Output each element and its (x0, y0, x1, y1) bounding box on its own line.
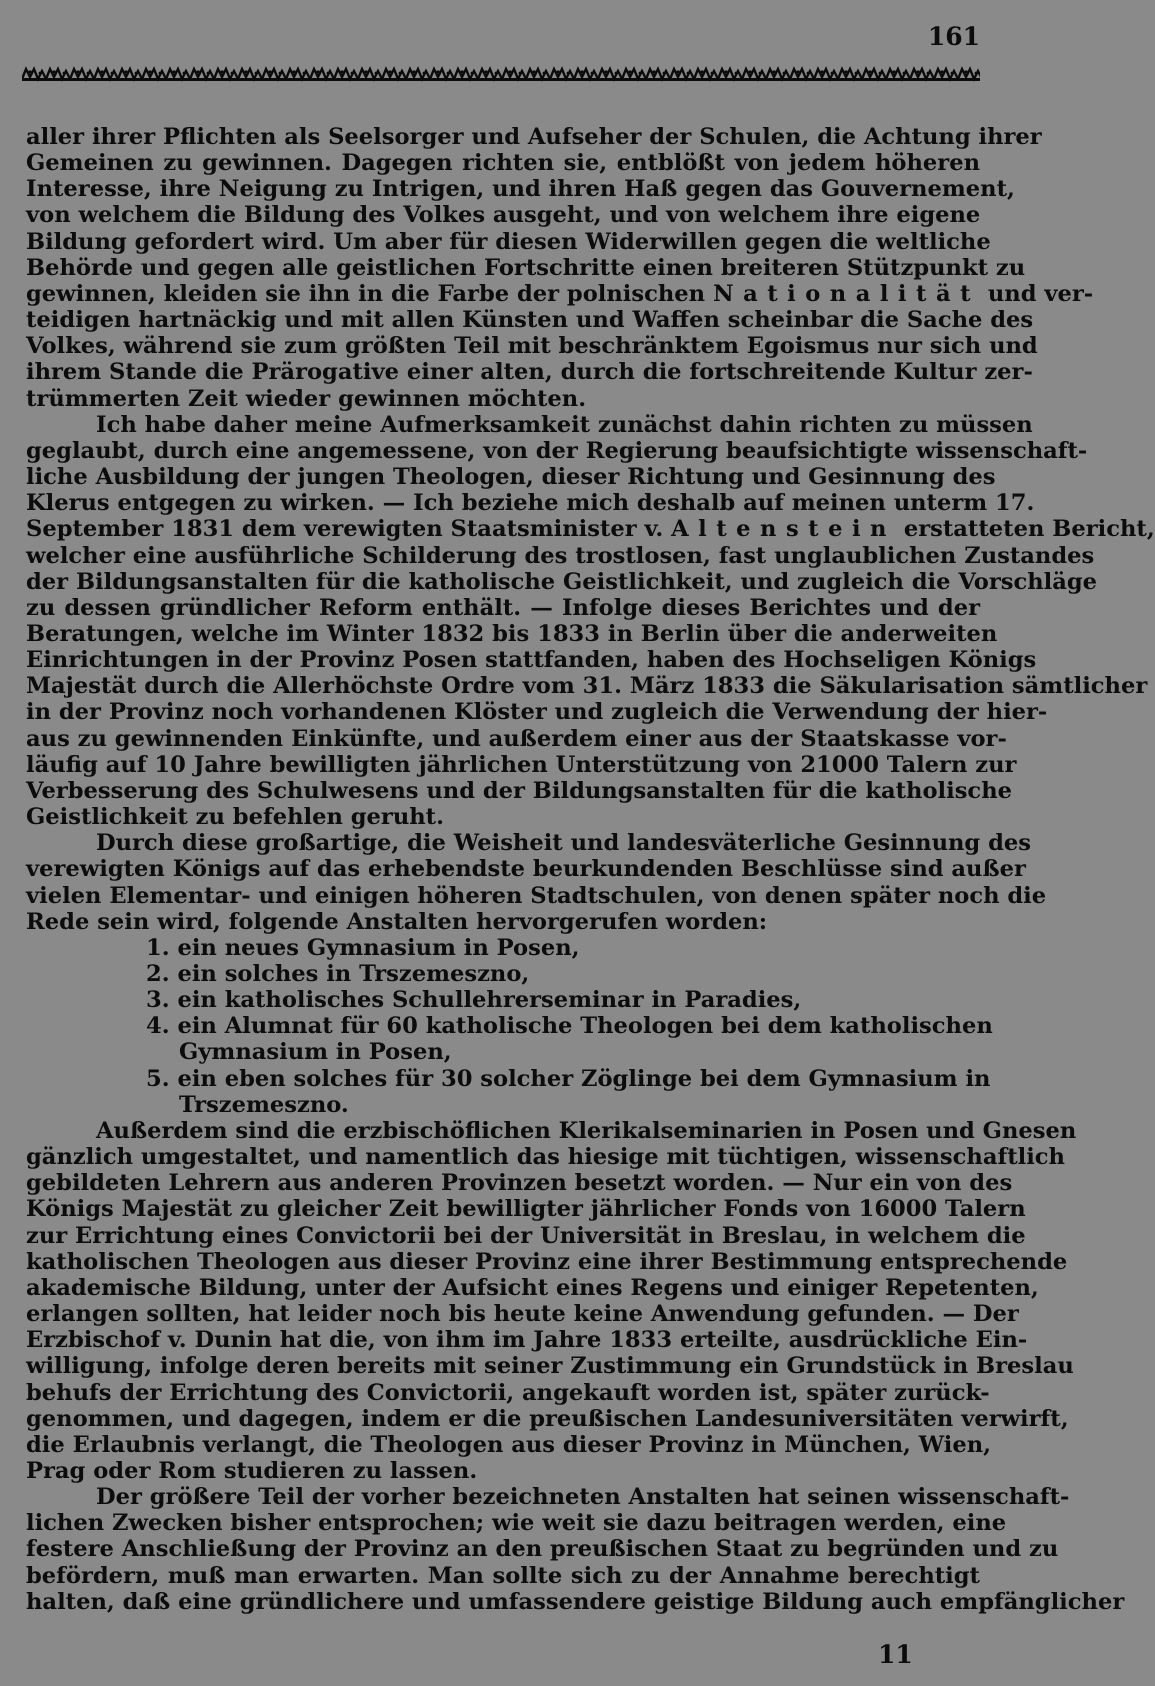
text-line: läufig auf 10 Jahre bewilligten jährlichen Unterstützung von 21000 Talern zur (26, 751, 1017, 778)
text-segment: und ver- (980, 280, 1094, 307)
text-line: verewigten Königs auf das erhebendste beurkundenden Beschlüsse sind außer (26, 856, 1026, 883)
text-line: von welchem die Bildung des Volkes ausgeht, und von welchem ihre eigene (26, 202, 981, 229)
text-line: festere Anschließung der Provinz an den preußischen Staat zu begründen und zu (26, 1536, 1059, 1563)
text-line: Königs Majestät zu gleicher Zeit bewilligter jährlicher Fonds von 16000 Talern (26, 1196, 1026, 1223)
text-line: liche Ausbildung der jungen Theologen, dieser Richtung und Gesinnung des (26, 464, 996, 491)
text-line: trümmerten Zeit wieder gewinnen möchten. (26, 385, 587, 412)
text-line (26, 280, 1094, 307)
text-segment: gewinnen, kleiden sie ihn in die Farbe der polnischen (26, 280, 713, 307)
text-line: willigung, infolge deren bereits mit seiner Zustimmung ein Grundstück in Breslau (26, 1353, 1074, 1380)
body-text (26, 124, 1155, 1615)
text-line: genommen, und dagegen, indem er die preußischen Landesuniversitäten verwirft, (26, 1405, 1069, 1432)
text-line: erlangen sollten, hat leider noch bis heute keine Anwendung gefunden. — Der (26, 1301, 1019, 1328)
text-line: befördern, muß man erwarten. Man sollte sich zu der Annahme berechtigt (26, 1562, 980, 1589)
text-segment: erstatteten Bericht, (895, 516, 1155, 543)
text-line: Interesse, ihre Neigung zu Intrigen, und ihren Haß gegen das Gouvernement, (26, 176, 1015, 203)
text-line: teidigen hartnäckig und mit allen Künsten und Waffen scheinbar die Sache des (26, 307, 1034, 334)
spaced-emphasis: Altenstein (671, 516, 896, 543)
text-line: Geistlichkeit zu befehlen geruht. (26, 804, 444, 831)
text-line: Erzbischof v. Dunin hat die, von ihm im Jahre 1833 erteilte, ausdrückliche Ein- (26, 1327, 1028, 1354)
text-line: geglaubt, durch eine angemessene, von der Regierung beaufsichtigte wissenschaft- (26, 437, 1088, 464)
text-line: Durch diese großartige, die Weisheit und landesväterliche Gesinnung des (96, 830, 1031, 857)
text-line: zur Errichtung eines Convictorii bei der Universität in Breslau, in welchem die (26, 1222, 1026, 1249)
text-line: gänzlich umgestaltet, und namentlich das hiesige mit tüchtigen, wissenschaftlich (26, 1144, 1065, 1171)
text-line: Einrichtungen in der Provinz Posen stattfanden, haben des Hochseligen Königs (26, 647, 1037, 674)
text-line (26, 516, 1155, 543)
list-item: 4. ein Alumnat für 60 katholische Theologen bei dem katholischen (146, 1013, 993, 1040)
text-line: vielen Elementar- und einigen höheren Stadtschulen, von denen später noch die (26, 882, 1047, 909)
text-line: in der Provinz noch vorhandenen Klöster und zugleich die Verwendung der hier- (26, 699, 1048, 726)
list-item: 3. ein katholisches Schullehrerseminar in Paradies, (146, 987, 802, 1014)
text-line: Bildung gefordert wird. Um aber für diesen Widerwillen gegen die weltliche (26, 228, 991, 255)
list-item: 1. ein neues Gymnasium in Posen, (146, 934, 580, 961)
text-line: katholischen Theologen aus dieser Provinz eine ihrer Bestimmung entsprechende (26, 1248, 1068, 1275)
page-number: 161 (927, 22, 980, 51)
text-line: lichen Zwecken bisher entsprochen; wie weit sie dazu beitragen werden, eine (26, 1510, 1007, 1537)
text-line: Gemeinen zu gewinnen. Dagegen richten sie, entblößt von jedem höheren (26, 150, 980, 177)
text-line: Rede sein wird, folgende Anstalten hervorgerufen worden: (26, 908, 768, 935)
text-line: behufs der Errichtung des Convictorii, angekauft worden ist, später zurück- (26, 1379, 990, 1406)
text-line: akademische Bildung, unter der Aufsicht eines Regens und einiger Repetenten, (26, 1274, 1039, 1301)
text-line: Beratungen, welche im Winter 1832 bis 1833 in Berlin über die anderweiten (26, 620, 998, 647)
text-line: Volkes, während sie zum größten Teil mit beschränktem Egoismus nur sich und (26, 333, 1038, 360)
text-line: aus zu gewinnenden Einkünfte, und außerdem einer aus der Staatskasse vor- (26, 725, 1007, 752)
text-line: Ich habe daher meine Aufmerksamkeit zunächst dahin richten zu müssen (96, 411, 1033, 438)
text-line: halten, daß eine gründlichere und umfassendere geistige Bildung auch empfänglicher (26, 1588, 1125, 1615)
ornamental-border (22, 66, 980, 82)
text-line: Klerus entgegen zu wirken. — Ich beziehe mich deshalb auf meinen unterm 17. (26, 490, 1035, 517)
list-item-continuation: Trszemeszno. (179, 1091, 349, 1118)
text-line: aller ihrer Pflichten als Seelsorger und Aufseher der Schulen, die Achtung ihrer (26, 124, 1042, 150)
text-line: Behörde und gegen alle geistlichen Fortschritte einen breiteren Stützpunkt zu (26, 254, 1026, 281)
list-item-continuation: Gymnasium in Posen, (179, 1039, 452, 1066)
text-line: ihrem Stande die Prärogative einer alten, durch die fortschreitende Kultur zer- (26, 359, 1033, 386)
text-line: Majestät durch die Allerhöchste Ordre vom 31. März 1833 die Säkularisation sämtlicher (26, 673, 1148, 700)
list-item: 2. ein solches in Trszemeszno, (146, 961, 530, 987)
text-line: Prag oder Rom studieren zu lassen. (26, 1457, 478, 1484)
text-line: Verbesserung des Schulwesens und der Bildungsanstalten für die katholische (26, 777, 1012, 804)
text-segment: September 1831 dem verewigten Staatsminister v. (26, 516, 672, 543)
text-line: Außerdem sind die erzbischöflichen Klerikalseminarien in Posen und Gnesen (96, 1117, 1077, 1144)
text-line: gebildeten Lehrern aus anderen Provinzen besetzt worden. — Nur ein von des (26, 1170, 1013, 1197)
text-line: der Bildungsanstalten für die katholische Geistlichkeit, und zugleich die Vorschläge (26, 568, 1098, 595)
signature-mark: 11 (878, 1640, 913, 1669)
spaced-emphasis: Nationalität (712, 280, 980, 307)
text-line: zu dessen gründlicher Reform enthält. — Infolge dieses Berichtes und der (26, 594, 980, 621)
text-line: die Erlaubnis verlangt, die Theologen aus dieser Provinz in München, Wien, (26, 1431, 991, 1458)
text-line: Der größere Teil der vorher bezeichneten Anstalten hat seinen wissenschaft- (96, 1484, 1070, 1511)
text-line: welcher eine ausführliche Schilderung des trostlosen, fast unglaublichen Zustandes (26, 542, 1095, 569)
list-item: 5. ein eben solches für 30 solcher Zöglinge bei dem Gymnasium in (146, 1065, 991, 1092)
